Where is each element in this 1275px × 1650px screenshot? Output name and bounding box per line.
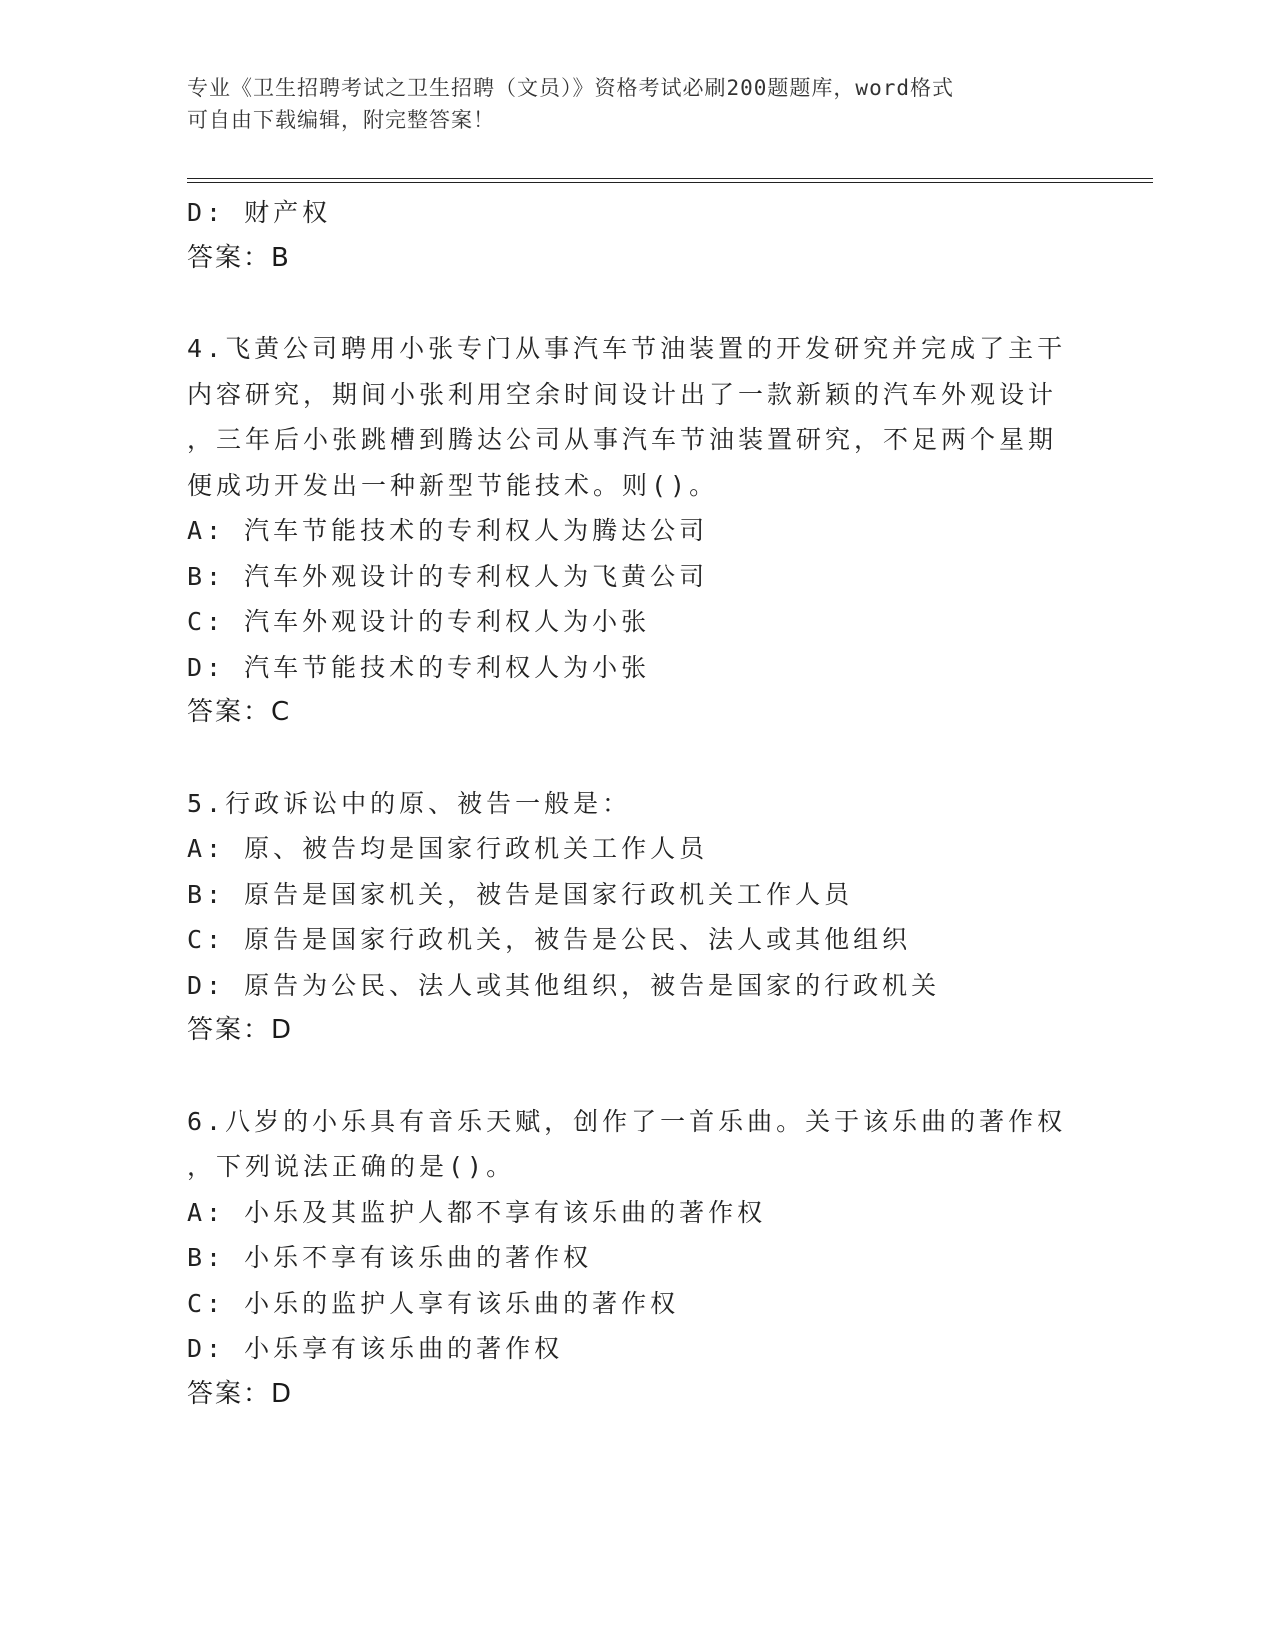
previous-question-tail	[187, 190, 1057, 281]
question-6	[187, 1099, 1067, 1418]
spacer	[187, 281, 1057, 326]
question-5	[187, 781, 1057, 1054]
option-b: B: 原告是国家机关，被告是国家行政机关工作人员	[187, 879, 854, 909]
header-divider	[187, 178, 1153, 183]
question-stem-line: 便成功开发出一种新型节能技术。则()。	[187, 470, 719, 500]
option-d: D: 财产权	[187, 198, 332, 227]
option-c: C: 汽车外观设计的专利权人为小张	[187, 607, 651, 636]
answer-line: 答案：D	[187, 1015, 294, 1045]
question-stem-line: 4.飞黄公司聘用小张专门从事汽车节油装置的开发研究并完成了主干	[187, 334, 1067, 363]
option-c: C: 小乐的监护人享有该乐曲的著作权	[187, 1288, 680, 1318]
option-d: D: 原告为公民、法人或其他组织，被告是国家的行政机关	[187, 970, 941, 1000]
header-title-line-1: 专业《卫生招聘考试之卫生招聘（文员）》资格考试必刷200题题库，word格式	[187, 76, 954, 100]
question-stem-line: 5.行政诉讼中的原、被告一般是：	[187, 788, 632, 818]
question-stem-line: ，下列说法正确的是()。	[187, 1152, 516, 1181]
question-4	[187, 326, 1067, 736]
answer-line: 答案：B	[187, 242, 291, 273]
page-header	[187, 72, 1067, 136]
spacer	[187, 1054, 1057, 1099]
option-d: D: 汽车节能技术的专利权人为小张	[187, 652, 651, 682]
spacer	[187, 736, 1057, 781]
option-a: A: 汽车节能技术的专利权人为腾达公司	[187, 516, 709, 545]
option-b: B: 小乐不享有该乐曲的著作权	[187, 1243, 593, 1272]
question-stem-line: 内容研究，期间小张利用空余时间设计出了一款新颖的汽车外观设计	[187, 379, 1058, 409]
option-a: A: 小乐及其监护人都不享有该乐曲的著作权	[187, 1197, 767, 1227]
question-stem-line: 6.八岁的小乐具有音乐天赋，创作了一首乐曲。关于该乐曲的著作权	[187, 1106, 1067, 1136]
question-content	[187, 190, 1067, 1417]
header-title-line-2: 可自由下载编辑，附完整答案！	[187, 108, 495, 132]
answer-line: 答案：D	[187, 1378, 294, 1409]
option-b: B: 汽车外观设计的专利权人为飞黄公司	[187, 561, 709, 591]
question-stem-line: ，三年后小张跳槽到腾达公司从事汽车节油装置研究，不足两个星期	[187, 425, 1058, 454]
option-d: D: 小乐享有该乐曲的著作权	[187, 1334, 564, 1363]
option-c: C: 原告是国家行政机关，被告是公民、法人或其他组织	[187, 925, 912, 954]
option-a: A: 原、被告均是国家行政机关工作人员	[187, 834, 709, 863]
answer-line: 答案：C	[187, 697, 292, 727]
